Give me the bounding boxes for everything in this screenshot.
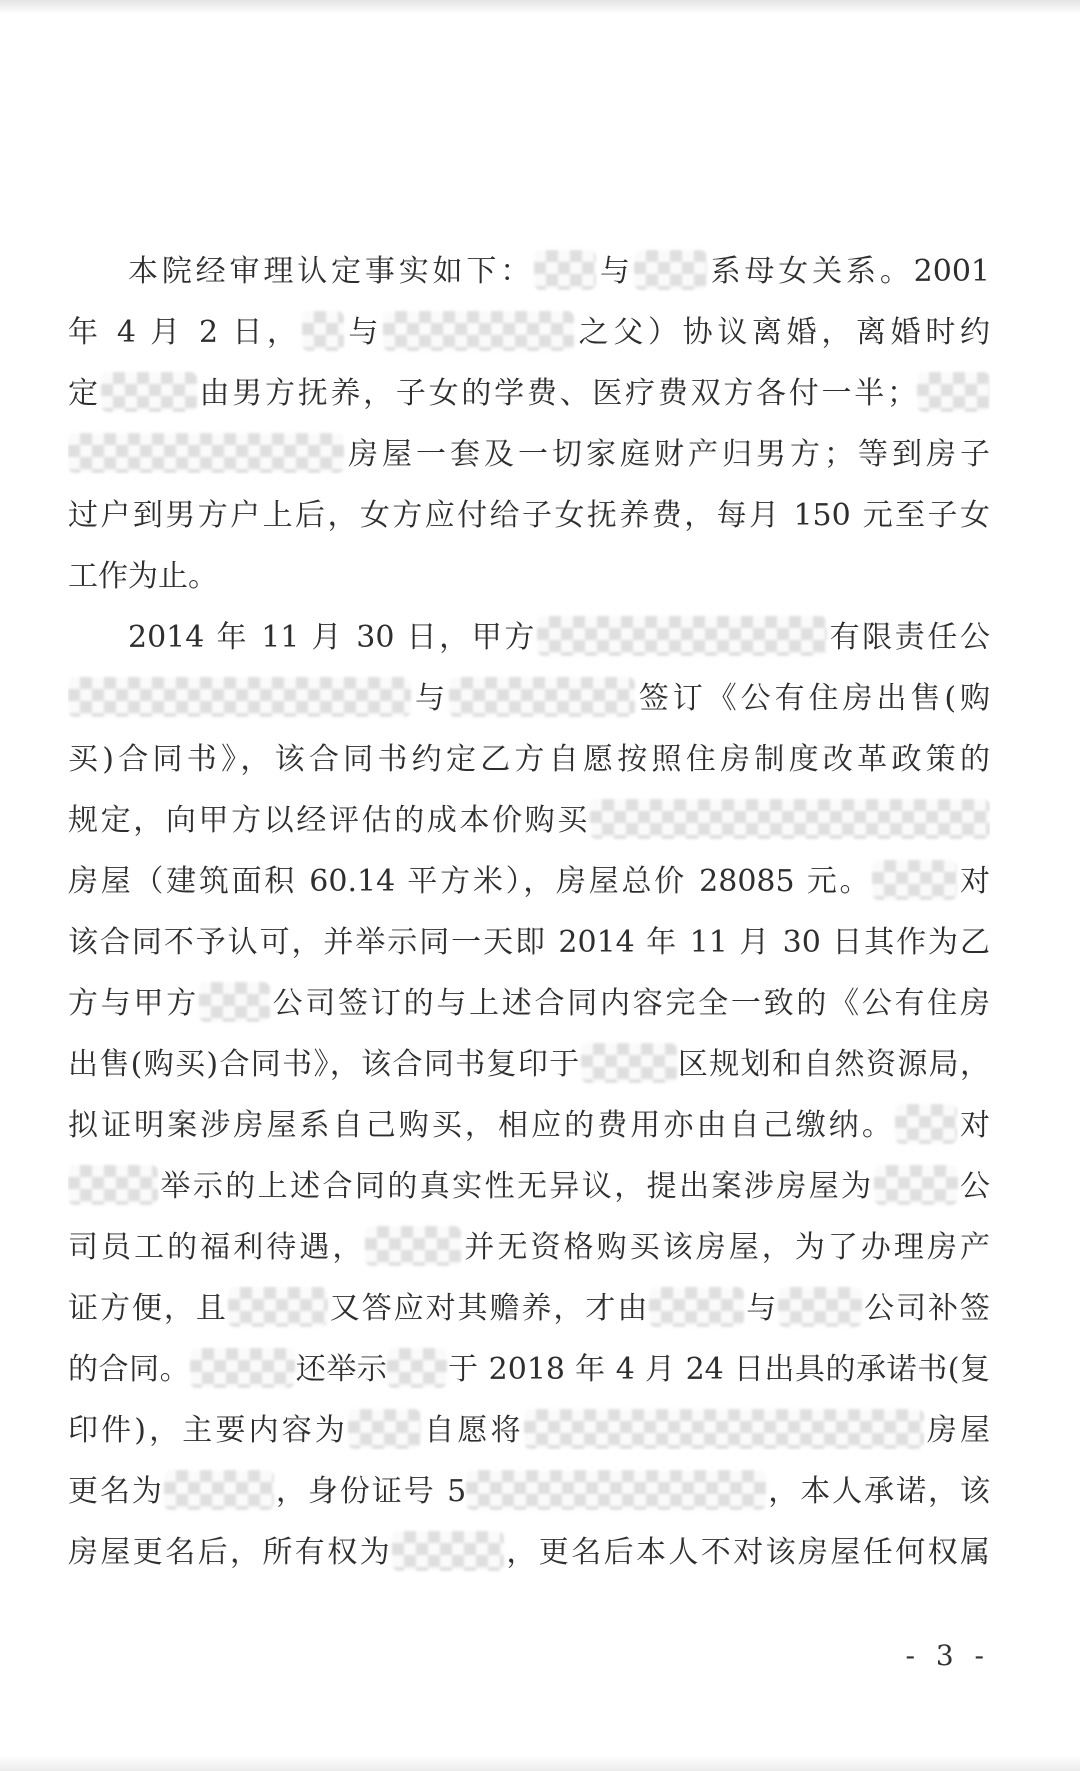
text-segment: ，本人承诺，该 (766, 1474, 990, 1509)
text-line (68, 485, 990, 546)
redaction-mosaic (524, 1409, 924, 1449)
text-line (68, 302, 990, 363)
text-segment: 系母女关系。2001 (706, 254, 990, 289)
text-segment: 之父）协议离婚，离婚时约 (574, 315, 990, 350)
text-segment: 出售(购买)合同书》，该合同书复印于 (68, 1047, 581, 1082)
text-segment: 与 (411, 681, 449, 716)
redaction-mosaic (874, 1165, 958, 1205)
redaction-mosaic (872, 860, 957, 900)
text-line (68, 1156, 990, 1217)
paragraph (68, 241, 990, 607)
redaction-mosaic (537, 616, 827, 656)
text-line (68, 1217, 990, 1278)
text-segment: 工作为止。 (68, 559, 218, 594)
redaction-mosaic (449, 677, 635, 717)
text-segment: 房屋一套及一切家庭财产归男方；等到房子 (344, 437, 990, 472)
redaction-mosaic (778, 1287, 862, 1327)
text-segment: 拟证明案涉房屋系自己购买，相应的费用亦由自己缴纳。 (68, 1108, 895, 1143)
text-segment: 于 2018 年 4 月 24 日出具的承诺书(复 (447, 1352, 990, 1387)
text-segment: 印件)，主要内容为 (68, 1413, 349, 1448)
text-segment: 公司补签 (862, 1291, 990, 1326)
text-segment: 买)合同书》，该合同书约定乙方自愿按照住房制度改革政策的 (68, 742, 990, 777)
text-line (68, 851, 990, 912)
scan-edge-top (0, 0, 1080, 14)
text-line (68, 1461, 990, 1522)
redaction-mosaic (348, 1409, 421, 1449)
text-line (68, 1278, 990, 1339)
text-segment: 签订《公有住房出售(购 (634, 681, 990, 716)
text-segment: 与 (596, 254, 634, 289)
text-segment: 与 (343, 315, 383, 350)
text-line (68, 241, 990, 302)
text-segment: 方与甲方 (68, 986, 199, 1021)
text-segment: 区规划和自然资源局， (676, 1047, 990, 1082)
text-line (68, 1339, 990, 1400)
text-line (68, 973, 990, 1034)
redaction-mosaic (302, 311, 344, 351)
text-segment: 年 4 月 2 日， (68, 315, 302, 350)
text-segment: 房屋 (923, 1413, 990, 1448)
text-segment: 的合同。 (68, 1352, 191, 1387)
text-segment: 定 (68, 376, 101, 411)
redaction-mosaic (199, 982, 270, 1022)
redaction-mosaic (383, 311, 574, 351)
text-segment: ，身份证号 5 (273, 1474, 467, 1509)
text-line (68, 1034, 990, 1095)
text-line (68, 1522, 990, 1583)
scan-edge-bottom (0, 1755, 1080, 1771)
page-number: - 3 - (905, 1639, 990, 1672)
text-segment: 更名为 (68, 1474, 164, 1509)
text-segment: 对 (956, 1108, 990, 1143)
text-segment: 公司签订的与上述合同内容完全一致的《公有住房 (269, 986, 990, 1021)
redaction-mosaic (466, 1470, 766, 1510)
redaction-mosaic (590, 799, 990, 839)
text-segment: 房屋（建筑面积 60.14 平方米），房屋总价 28085 元。 (68, 864, 873, 899)
redaction-mosaic (228, 1287, 328, 1327)
text-segment: 公 (957, 1169, 990, 1204)
redaction-mosaic (164, 1470, 274, 1510)
redaction-mosaic (68, 433, 344, 473)
redaction-mosaic (387, 1348, 447, 1388)
text-line (68, 1095, 990, 1156)
text-line (68, 546, 990, 607)
redaction-mosaic (101, 372, 197, 412)
text-segment: 有限责任公 (826, 620, 990, 655)
text-segment: ，更名后本人不对该房屋任何权属 (504, 1535, 990, 1570)
text-segment: 规定，向甲方以经评估的成本价购买 (68, 803, 590, 838)
text-segment: 司员工的福利待遇， (68, 1230, 366, 1265)
redaction-mosaic (534, 250, 596, 290)
text-segment: 过户到男方户上后，女方应付给子女抚养费，每月 150 元至子女 (68, 498, 990, 533)
redaction-mosaic (917, 372, 990, 412)
redaction-mosaic (895, 1104, 957, 1144)
text-segment: 2014 年 11 月 30 日，甲方 (128, 620, 537, 655)
text-line (68, 607, 990, 668)
redaction-mosaic (68, 677, 411, 717)
redaction-mosaic (649, 1287, 744, 1327)
text-line (68, 668, 990, 729)
text-segment: 又答应对其赡养，才由 (327, 1291, 650, 1326)
text-segment: 本院经审理认定事实如下： (128, 254, 535, 289)
text-segment: 由男方抚养，子女的学费、医疗费双方各付一半； (196, 376, 918, 411)
redaction-mosaic (634, 250, 707, 290)
text-line (68, 363, 990, 424)
text-segment: 房屋更名后，所有权为 (68, 1535, 392, 1570)
text-line (68, 912, 990, 973)
text-line (68, 790, 990, 851)
text-line (68, 729, 990, 790)
text-line (68, 424, 990, 485)
redaction-mosaic (365, 1226, 461, 1266)
text-segment: 证方便，且 (68, 1291, 228, 1326)
paragraph (68, 607, 990, 1583)
document-body (68, 241, 990, 1583)
text-line (68, 1400, 990, 1461)
text-segment: 该合同不予认可，并举示同一天即 2014 年 11 月 30 日其作为乙 (68, 925, 990, 960)
text-segment: 并无资格购买该房屋，为了办理房产 (461, 1230, 990, 1265)
redaction-mosaic (68, 1165, 158, 1205)
redaction-mosaic (581, 1043, 677, 1083)
text-segment: 与 (744, 1291, 779, 1326)
redaction-mosaic (190, 1348, 295, 1388)
text-segment: 自愿将 (421, 1413, 524, 1448)
text-segment: 对 (957, 864, 990, 899)
text-segment: 举示的上述合同的真实性无异议，提出案涉房屋为 (158, 1169, 874, 1204)
redaction-mosaic (392, 1531, 504, 1571)
text-segment: 还举示 (295, 1352, 388, 1387)
